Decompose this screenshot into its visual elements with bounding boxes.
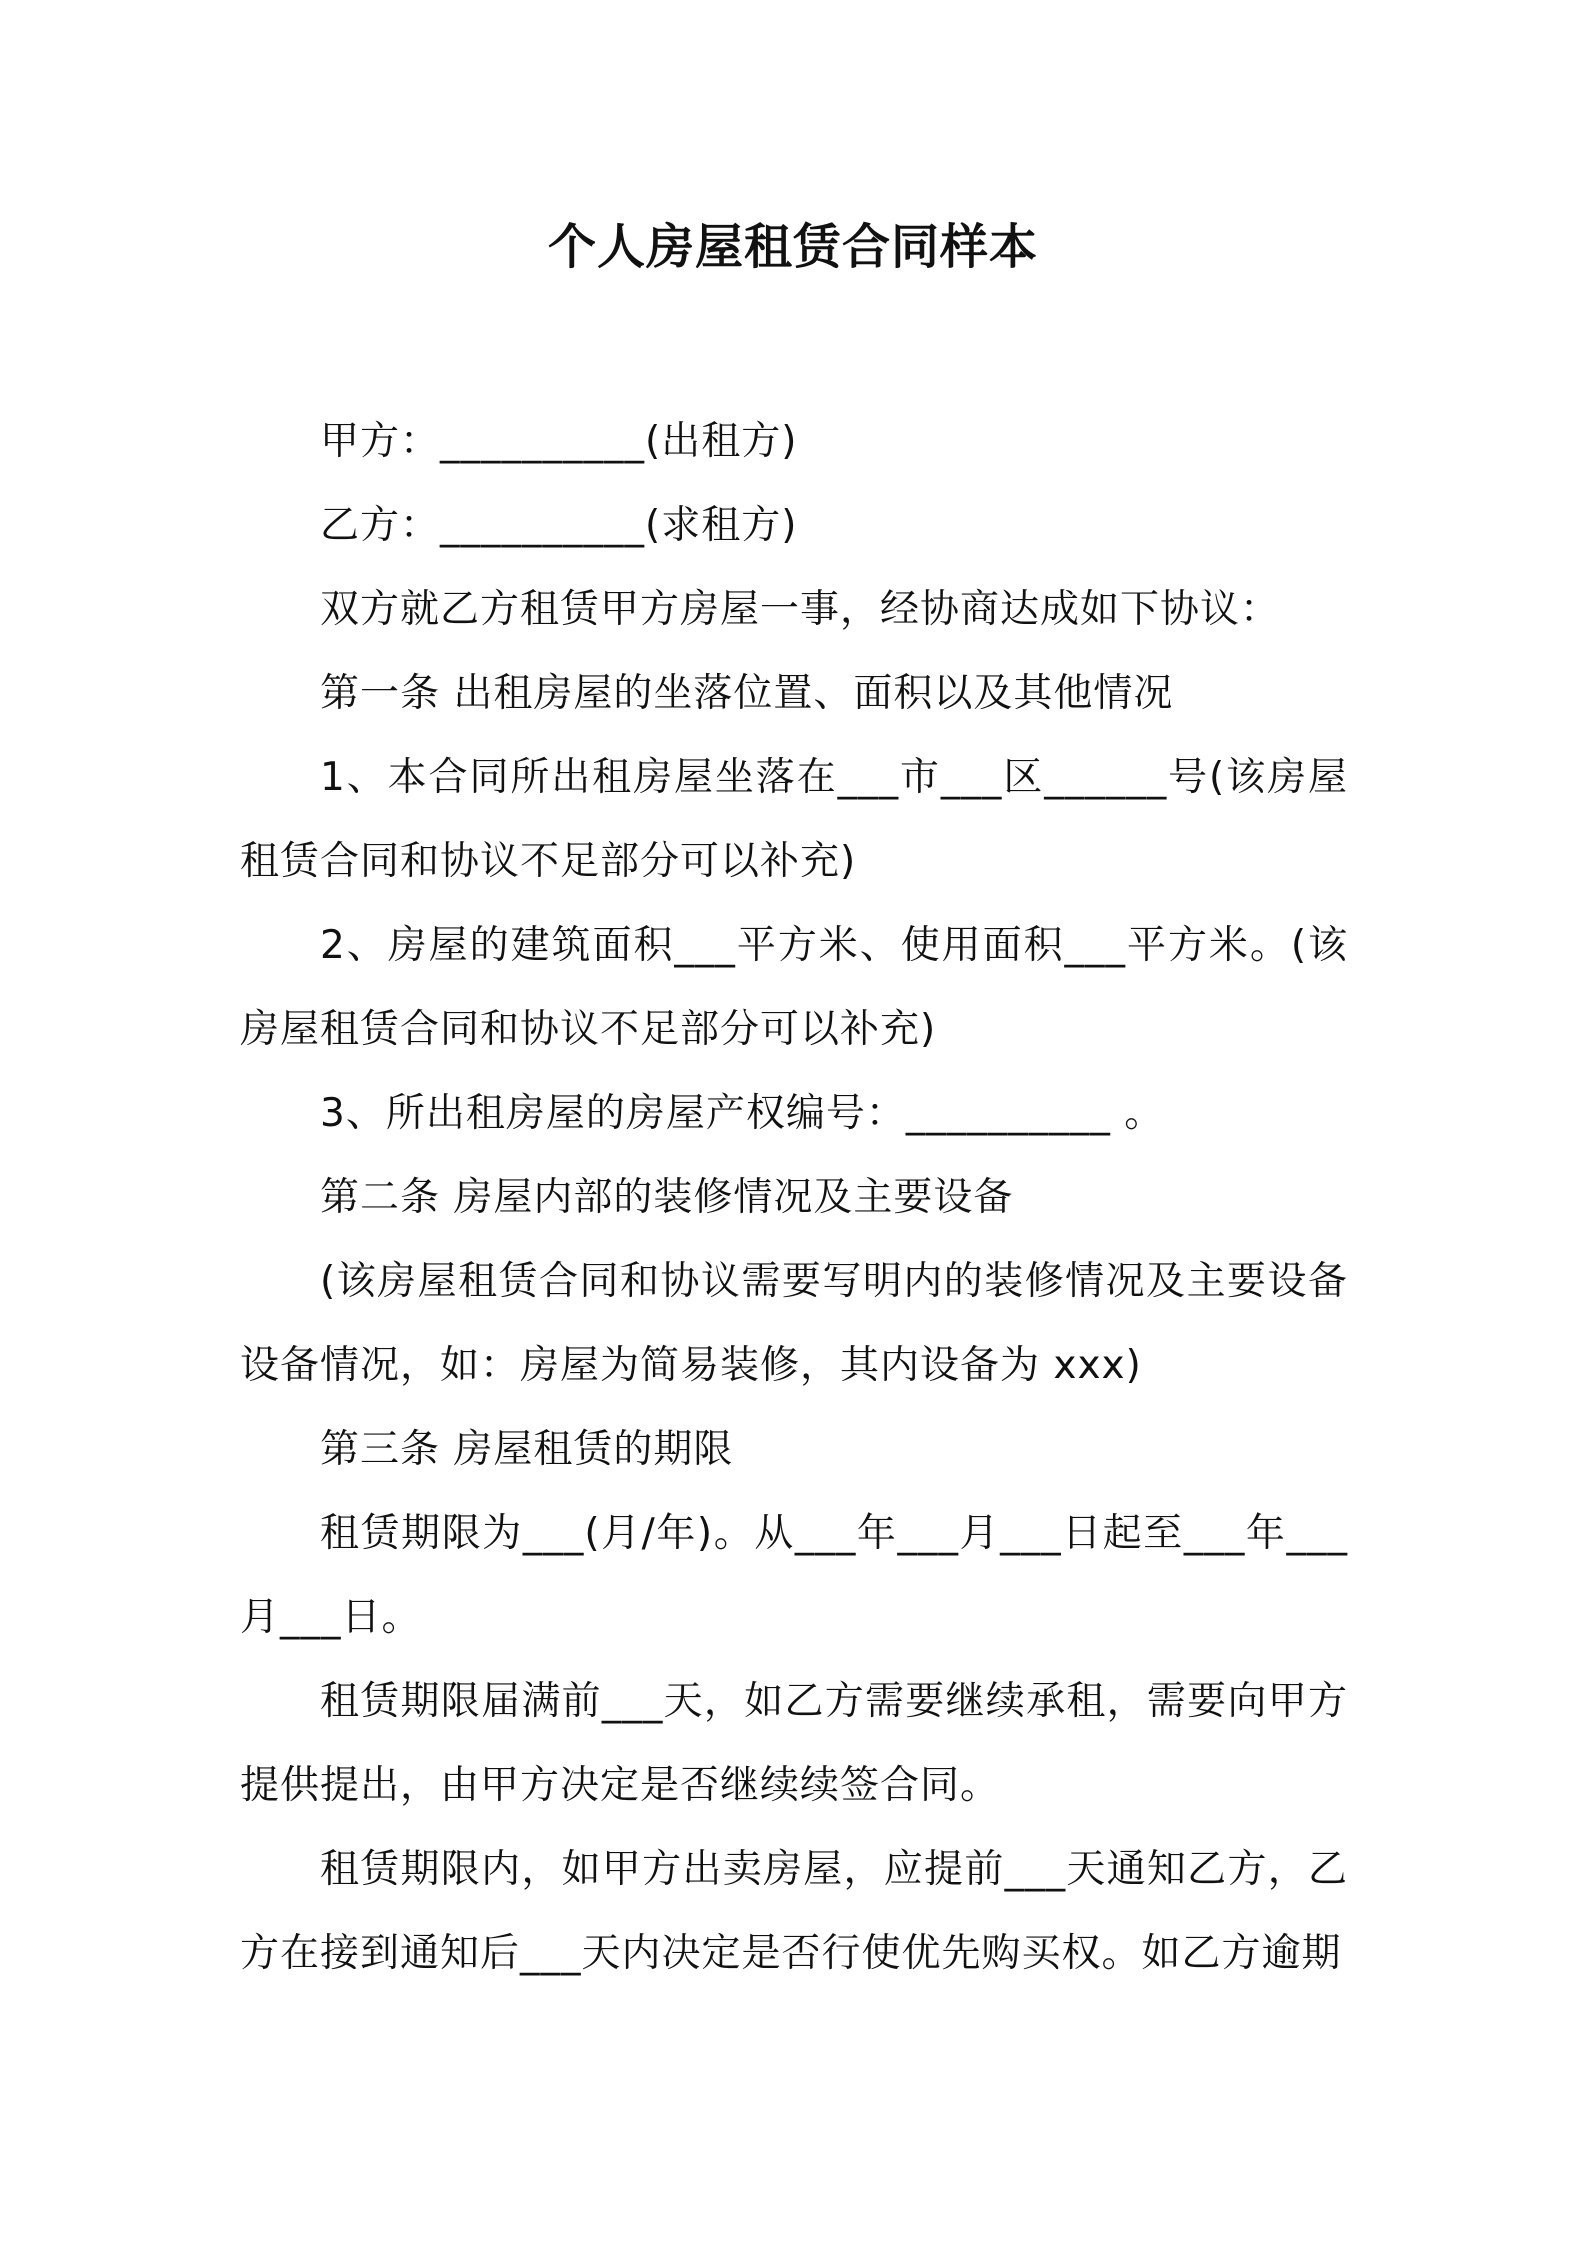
- party-b-line: 乙方：__________(求租方): [320, 503, 798, 548]
- article-1-heading: 第一条 出租房屋的坐落位置、面积以及其他情况: [320, 671, 1174, 716]
- article-2-note: (该房屋租赁合同和协议需要写明内的装修情况及主要设备设备情况，如：房屋为简易装修，其内设备为 xxx): [240, 1259, 1348, 1388]
- party-a-line: 甲方：__________(出租方): [320, 419, 798, 464]
- article-1-item-1: 1、本合同所出租房屋坐落在___市___区______号(该房屋租赁合同和协议不足部分可以补充): [240, 755, 1348, 884]
- preemptive-right-paragraph: 租赁期限内，如甲方出卖房屋，应提前___天通知乙方，乙方在接到通知后___天内决定是否行使优先购买权。如乙方逾期: [240, 1847, 1348, 1976]
- article-3-heading: 第三条 房屋租赁的期限: [320, 1427, 734, 1472]
- article-1-item-2: 2、房屋的建筑面积___平方米、使用面积___平方米。(该房屋租赁合同和协议不足部分可以补充): [240, 923, 1348, 1052]
- document-body: [240, 400, 1348, 1996]
- article-1-item-3: 3、所出租房屋的房屋产权编号：__________ 。: [320, 1091, 1165, 1136]
- article-2-heading: 第二条 房屋内部的装修情况及主要设备: [320, 1175, 1014, 1220]
- lease-term-paragraph: 租赁期限为___(月/年)。从___年___月___日起至___年___月___日。: [240, 1511, 1348, 1640]
- agreement-intro: 双方就乙方租赁甲方房屋一事，经协商达成如下协议：: [320, 587, 1281, 632]
- document-title: 个人房屋租赁合同样本: [547, 219, 1038, 275]
- lease-renewal-paragraph: 租赁期限届满前___天，如乙方需要继续承租，需要向甲方提供提出，由甲方决定是否继续续签合同。: [240, 1679, 1348, 1808]
